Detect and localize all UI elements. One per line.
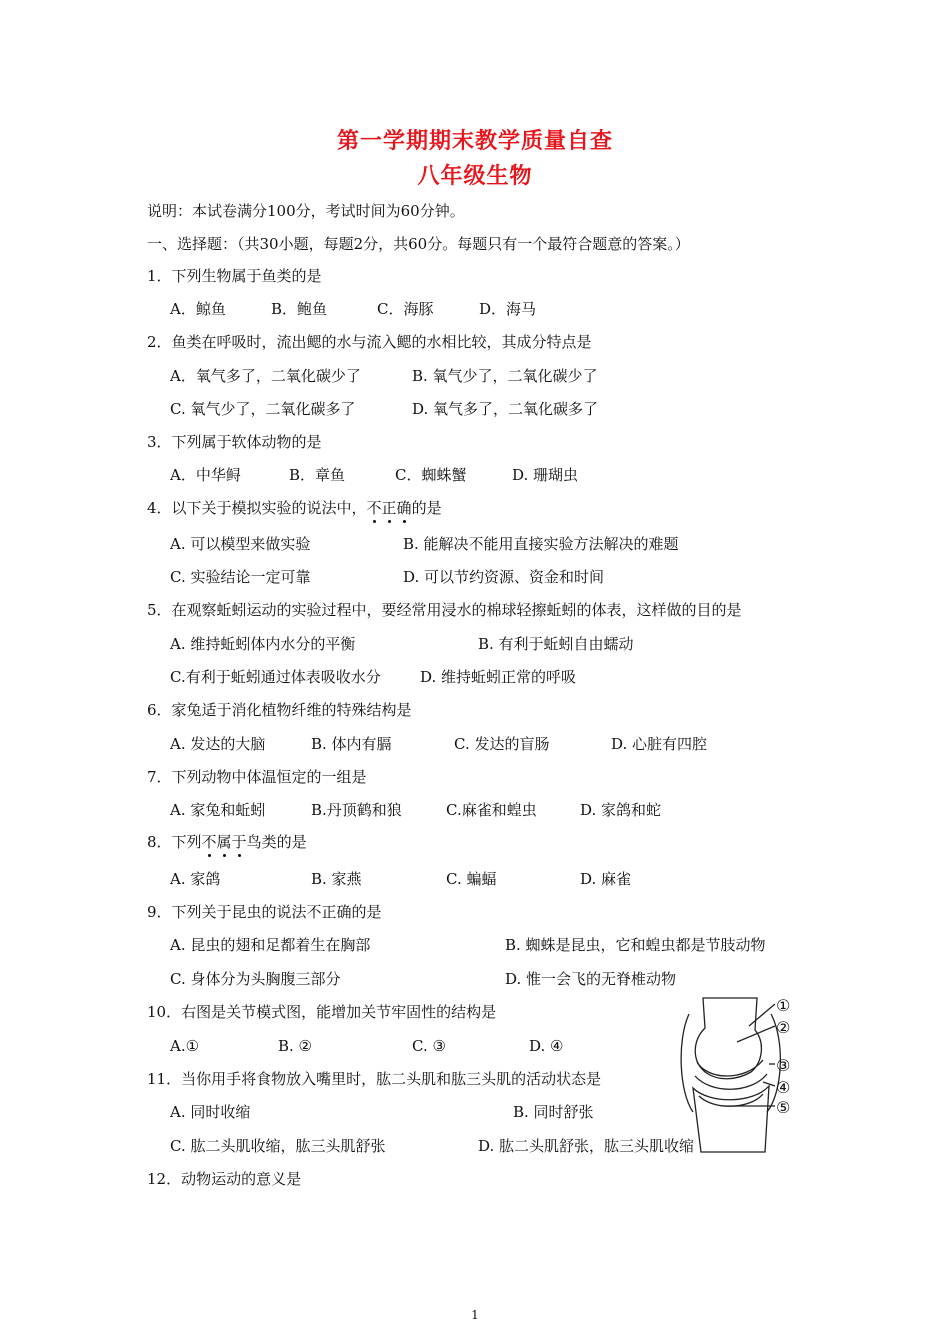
option: A. 家鸽: [170, 870, 221, 888]
option: D. 家鸽和蛇: [580, 801, 662, 819]
stem-text: 鸟类的是: [246, 833, 307, 851]
page-subtitle: 八年级生物: [417, 164, 533, 189]
option: C．海豚: [377, 300, 434, 318]
option: D. 心脏有四腔: [611, 735, 708, 753]
option: A. 维持蚯蚓体内水分的平衡: [170, 635, 356, 653]
emphasis-text: 不正确: [367, 499, 412, 517]
label-4: ④: [776, 1078, 791, 1097]
question-stem: 10．右图是关节模式图，能增加关节牢固性的结构是: [147, 1003, 497, 1021]
option: A. 同时收缩: [170, 1103, 251, 1121]
question-stem: 6．家兔适于消化植物纤维的特殊结构是: [147, 701, 412, 719]
question-stem: 5．在观察蚯蚓运动的实验过程中，要经常用浸水的棉球轻擦蚯蚓的体表，这样做的目的是: [147, 601, 742, 619]
upper-bone: [695, 998, 761, 1079]
question-stem: 3．下列属于软体动物的是: [147, 433, 322, 451]
option: B. 有利于蚯蚓自由蠕动: [478, 635, 634, 653]
exam-instructions: 说明：本试卷满分100分，考试时间为60分钟。: [147, 202, 465, 220]
section-heading: 一、选择题：（共30小题，每题2分，共60分。每题只有一个最符合题意的答案。）: [147, 235, 690, 253]
question-stem: [147, 498, 442, 518]
option: A．氧气多了，二氧化碳少了: [170, 367, 361, 385]
option: A. 可以模型来做实验: [170, 535, 311, 553]
option: B. 家燕: [311, 870, 362, 888]
option: D. 麻雀: [580, 870, 632, 888]
question-stem: 12．动物运动的意义是: [147, 1170, 302, 1188]
question-stem: 1．下列生物属于鱼类的是: [147, 267, 322, 285]
option: D. 维持蚯蚓正常的呼吸: [420, 668, 577, 686]
lower-bone: [693, 1086, 769, 1152]
option: D. 氧气多了，二氧化碳多了: [412, 400, 599, 418]
question-stem: 7．下列动物中体温恒定的一组是: [147, 768, 367, 786]
label-3: ③: [776, 1056, 791, 1075]
label-1: ①: [776, 996, 791, 1015]
option: A. 家兔和蚯蚓: [170, 801, 266, 819]
option: D. 惟一会飞的无脊椎动物: [505, 970, 677, 988]
option: B．章鱼: [289, 466, 346, 484]
option: C. 氧气少了，二氧化碳多了: [170, 400, 356, 418]
option: C. 肱二头肌收缩，肱三头肌舒张: [170, 1137, 386, 1155]
emphasis-text: 不属于: [202, 833, 247, 851]
option: B. 氧气少了，二氧化碳少了: [412, 367, 598, 385]
option: D. 可以节约资源、资金和时间: [403, 568, 605, 586]
option: D. ④: [529, 1037, 564, 1055]
page-number: 1: [471, 1308, 479, 1322]
option: D. 珊瑚虫: [512, 466, 579, 484]
option: C. 蝙蝠: [446, 870, 497, 888]
option: A. 发达的大脑: [170, 735, 266, 753]
option: A.①: [170, 1037, 200, 1055]
option: C. 发达的盲肠: [454, 735, 550, 753]
option: D．海马: [479, 300, 537, 318]
label-5: ⑤: [776, 1098, 791, 1117]
option: B.丹顶鹤和狼: [311, 801, 402, 819]
label-2: ②: [776, 1018, 791, 1037]
option: A. 昆虫的翅和足都着生在胸部: [170, 936, 371, 954]
option: C．蜘蛛蟹: [395, 466, 467, 484]
option: C. 实验结论一定可靠: [170, 568, 311, 586]
option: B. 蜘蛛是昆虫，它和蝗虫都是节肢动物: [505, 936, 766, 954]
page-title: 第一学期期末教学质量自查: [336, 129, 613, 154]
stem-text: 4．以下关于模拟实验的说法中，: [147, 499, 367, 517]
stem-text: 的是: [411, 499, 442, 517]
option: B. 体内有膈: [311, 735, 392, 753]
question-stem: 9．下列关于昆虫的说法不正确的是: [147, 903, 382, 921]
joint-capsule: [681, 1014, 780, 1112]
option: B. ②: [278, 1037, 313, 1055]
option: B. 能解决不能用直接实验方法解决的难题: [403, 535, 679, 553]
question-stem: [147, 832, 307, 852]
option: A．中华鲟: [170, 466, 241, 484]
option: C. ③: [412, 1037, 446, 1055]
question-stem: 11．当你用手将食物放入嘴里时，肱二头肌和肱三头肌的活动状态是: [147, 1070, 602, 1088]
option: B. 同时舒张: [513, 1103, 594, 1121]
question-stem: 2．鱼类在呼吸时，流出鳃的水与流入鳃的水相比较，其成分特点是: [147, 333, 592, 351]
stem-text: 8．下列: [147, 833, 202, 851]
option: B．鲍鱼: [271, 300, 328, 318]
option: D. 肱二头肌舒张，肱三头肌收缩: [478, 1137, 695, 1155]
option: C.麻雀和蝗虫: [446, 801, 537, 819]
option: C.有利于蚯蚓通过体表吸收水分: [170, 668, 381, 686]
option: A．鲸鱼: [170, 300, 226, 318]
option: C. 身体分为头胸腹三部分: [170, 970, 341, 988]
joint-diagram: [675, 992, 805, 1162]
